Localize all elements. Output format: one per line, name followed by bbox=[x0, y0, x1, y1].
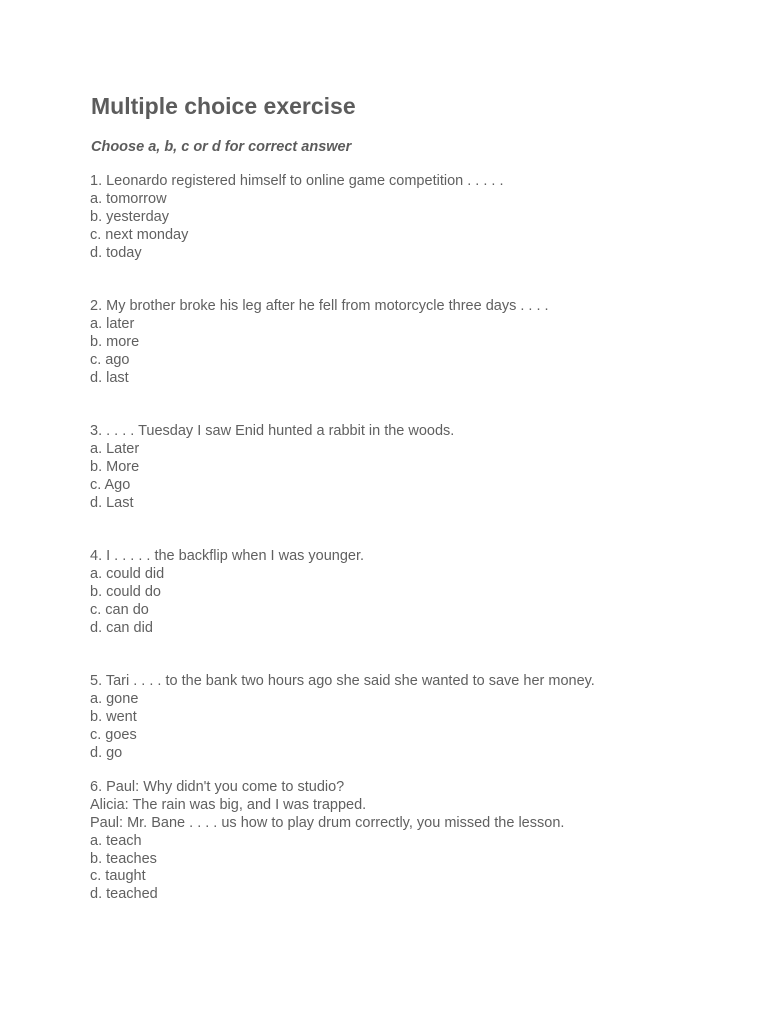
option-d: d. teached bbox=[90, 886, 158, 903]
option-c: c. ago bbox=[90, 351, 130, 368]
option-b: b. More bbox=[90, 458, 140, 475]
option-d: d. today bbox=[90, 244, 142, 261]
option-c: c. Ago bbox=[90, 476, 131, 493]
question-stem: 5. Tari . . . . to the bank two hours ago she said she wanted to save her money. bbox=[90, 673, 595, 689]
option-a: a. teach bbox=[90, 832, 142, 849]
option-a: a. gone bbox=[90, 690, 139, 707]
option-d: d. can did bbox=[90, 619, 153, 636]
option-d: d. last bbox=[90, 369, 129, 386]
option-a: a. tomorrow bbox=[90, 190, 167, 207]
option-b: b. more bbox=[90, 333, 140, 350]
question-stem-dialogue: Alicia: The rain was big, and I was trapped. bbox=[90, 796, 367, 813]
option-a: a. could did bbox=[90, 565, 165, 582]
option-b: b. went bbox=[90, 708, 137, 725]
question-stem: 2. My brother broke his leg after he fell from motorcycle three days . . . . bbox=[90, 298, 549, 314]
option-b: b. yesterday bbox=[90, 208, 169, 225]
question-5 bbox=[90, 673, 595, 762]
instruction-text: Choose a, b, c or d for correct answer bbox=[91, 139, 352, 155]
question-stem: 4. I . . . . . the backflip when I was younger. bbox=[90, 548, 365, 564]
option-c: c. next monday bbox=[90, 226, 189, 243]
question-stem: 3. . . . . Tuesday I saw Enid hunted a rabbit in the woods. bbox=[90, 423, 455, 439]
question-2 bbox=[90, 298, 549, 387]
option-d: d. Last bbox=[90, 494, 134, 511]
option-c: c. can do bbox=[90, 601, 149, 618]
question-1 bbox=[90, 173, 503, 262]
option-b: b. could do bbox=[90, 583, 161, 600]
option-d: d. go bbox=[90, 744, 123, 761]
question-4 bbox=[90, 548, 364, 637]
option-a: a. later bbox=[90, 315, 135, 332]
option-a: a. Later bbox=[90, 440, 140, 457]
question-3 bbox=[90, 423, 454, 512]
option-b: b. teaches bbox=[90, 850, 157, 867]
question-stem-dialogue: Paul: Mr. Bane . . . . us how to play drum correctly, you missed the lesson. bbox=[90, 814, 565, 831]
option-c: c. taught bbox=[90, 868, 146, 885]
question-stem: 1. Leonardo registered himself to online game competition . . . . . bbox=[90, 173, 504, 189]
page-title: Multiple choice exercise bbox=[91, 93, 356, 119]
question-6 bbox=[90, 779, 564, 904]
option-c: c. goes bbox=[90, 726, 137, 743]
question-stem: 6. Paul: Why didn't you come to studio? bbox=[90, 779, 345, 795]
